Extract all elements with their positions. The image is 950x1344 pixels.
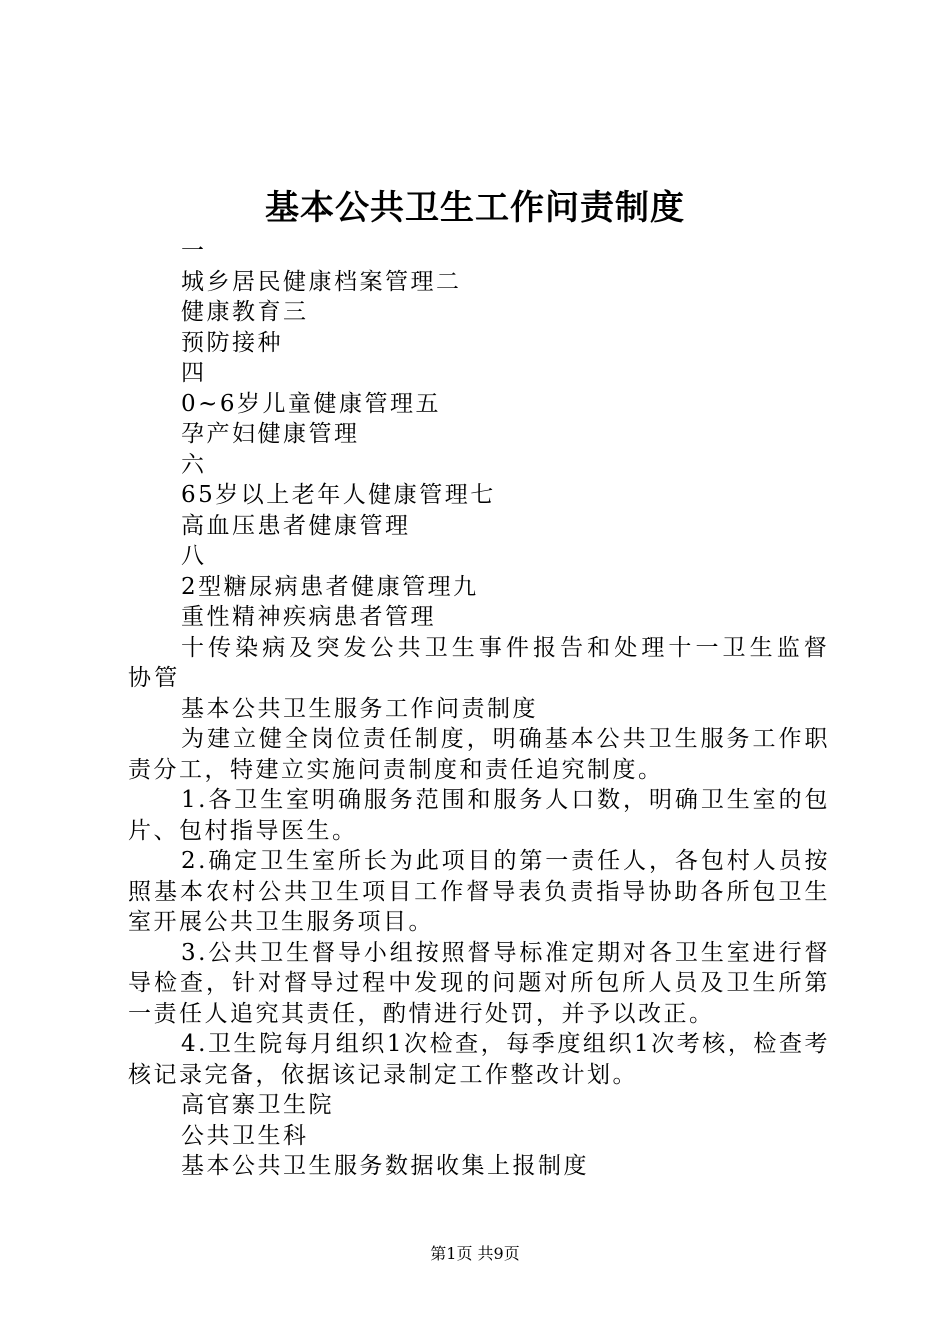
toc-line: 城乡居民健康档案管理二: [181, 268, 462, 295]
body-paragraph: 3.公共卫生督导小组按照督导标准定期对各卫生室进行督导检查，针对督导过程中发现的问题对所包所人员及卫生所第一责任人追究其责任，酌情进行处罚，并予以改正。: [128, 939, 830, 1027]
document-title: 基本公共卫生工作问责制度: [265, 188, 685, 228]
toc-line: 四: [181, 360, 207, 386]
signature-dept: 公共卫生科: [181, 1122, 309, 1149]
toc-line: 孕产妇健康管理: [181, 421, 360, 447]
body-paragraph: 4.卫生院每月组织1次检查，每季度组织1次考核，检查考核记录完备，依据该记录制定工作整改计划。: [128, 1031, 830, 1088]
toc-line: 高血压患者健康管理: [181, 512, 411, 539]
toc-line: 2型糖尿病患者健康管理九: [181, 573, 479, 600]
toc-line: 六: [181, 451, 207, 478]
toc-line: 重性精神疾病患者管理: [181, 604, 436, 630]
toc-wrapped-line: 十传染病及突发公共卫生事件报告和处理十一卫生监督协管: [128, 634, 830, 691]
next-section-title: 基本公共卫生服务数据收集上报制度: [181, 1153, 589, 1179]
toc-line: 0~6岁儿童健康管理五: [181, 390, 442, 417]
body-paragraph: 2.确定卫生室所长为此项目的第一责任人，各包村人员按照基本农村公共卫生项目工作督导表负责指导协助各所包卫生室开展公共卫生服务项目。: [128, 848, 830, 935]
toc-line: 八: [181, 543, 207, 569]
body-paragraph: 1.各卫生室明确服务范围和服务人口数，明确卫生室的包片、包村指导医生。: [128, 787, 830, 844]
toc-line: 预防接种: [181, 329, 283, 356]
section-title: 基本公共卫生服务工作问责制度: [181, 695, 538, 722]
toc-line: 一: [181, 238, 207, 264]
signature-org: 高官寨卫生院: [181, 1092, 334, 1118]
toc-line: 健康教育三: [181, 299, 309, 325]
document-body: [128, 236, 830, 1182]
toc-line: 65岁以上老年人健康管理七: [181, 482, 496, 508]
page-footer: 第1页 共9页: [430, 1244, 520, 1263]
body-paragraph: 为建立健全岗位责任制度，明确基本公共卫生服务工作职责分工，特建立实施问责制度和责任追究制度。: [128, 726, 830, 783]
